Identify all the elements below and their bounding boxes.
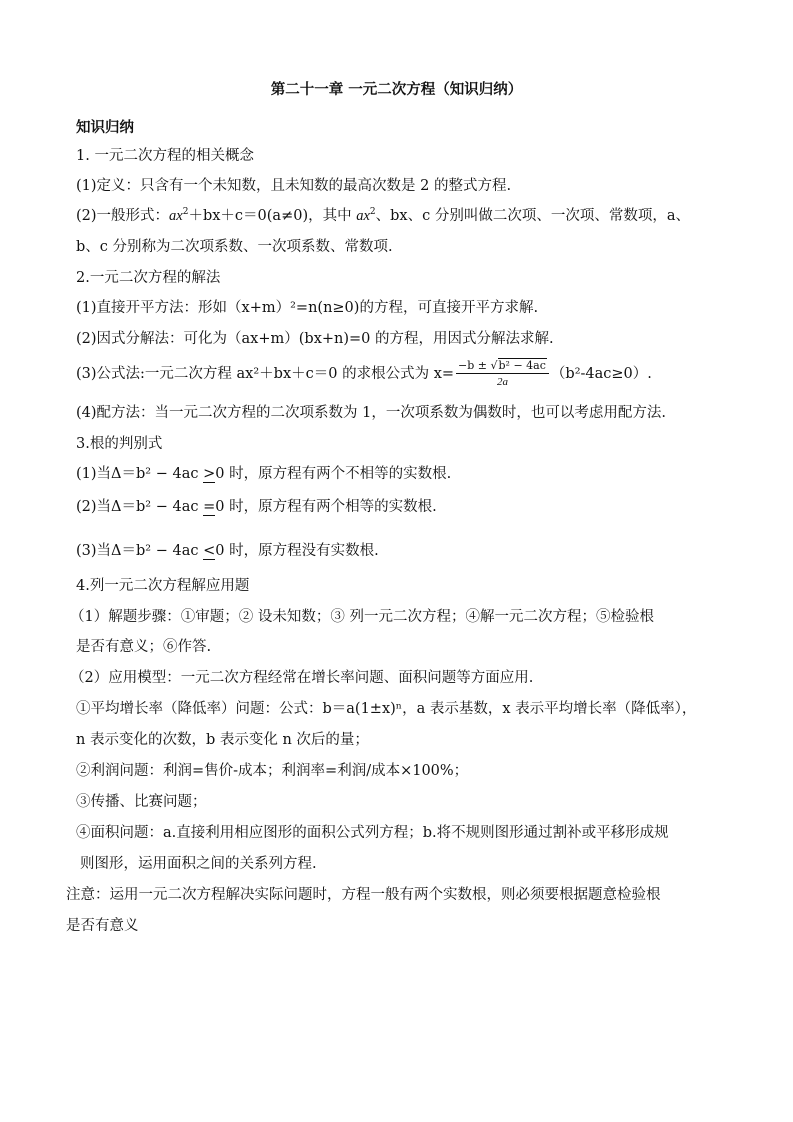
s1-general-form: (2)一般形式：$ax^2+bx+c=0(a\ne 0)$，其中 $ax^2$、bx、c 分别叫做二次项、一次项、常数项，a、 — [76, 207, 690, 224]
s1-gen-prefix: (2)一般形式： — [76, 208, 170, 224]
s1-gen-eq-b: ＋bx＋c＝0(a≠0)，其中 — [188, 208, 357, 224]
s3-c1-a: (1)当Δ＝b² − 4ac — [76, 466, 204, 482]
s4-p2: （2）应用模型：一元二次方程经常在增长率问题、面积问题等方面应用. — [70, 670, 534, 686]
s3-c2-a: (2)当Δ＝b² − 4ac — [76, 499, 204, 515]
s3-c3-op: < — [203, 543, 216, 559]
note-line2: 是否有意义 — [66, 918, 139, 934]
formula-den: 2a — [496, 376, 508, 388]
s4-q3: ③传播、比赛问题； — [76, 794, 207, 810]
s3-c2-b: 0 时，原方程有两个相等的实数根. — [215, 499, 437, 515]
s3-c1-op: > — [203, 466, 216, 482]
section-heading: 知识归纳 — [76, 120, 134, 136]
s2-method1: (1)直接开平方法：形如（x+m）²=n(n≥0)的方程，可直接开平方求解. — [76, 300, 539, 316]
s4-q1b: n 表示变化的次数，b 表示变化 n 次后的量； — [76, 732, 369, 748]
s2-m3-prefix: (3)公式法:一元二次方程 ax²＋bx＋c＝0 的求根公式为 x= — [76, 366, 455, 382]
s4-q2: ②利润问题：利润=售价-成本；利润率=利润/成本×100%； — [76, 763, 469, 779]
s1-gen-rest: 、bx、c 分别叫做二次项、一次项、常数项，a、 — [375, 208, 690, 224]
s4-q4b: 则图形，运用面积之间的关系列方程. — [80, 856, 317, 872]
s4-title: 4.列一元二次方程解应用题 — [76, 578, 250, 594]
s1-gen-ax: ax — [356, 208, 370, 224]
s1-gen-eq-a: ax — [169, 208, 183, 224]
formula-num-a: −b ± √ — [458, 359, 498, 372]
s3-case1 — [76, 464, 451, 484]
s3-c2-op: = — [203, 499, 216, 515]
s4-p1a: （1）解题步骤：①审题；② 设未知数；③ 列一元二次方程；④解一元二次方程；⑤检验根 — [70, 609, 654, 625]
s4-p1b: 是否有意义；⑥作答. — [76, 639, 212, 655]
s2-method3 — [76, 360, 652, 388]
s3-c1-b: 0 时，原方程有两个不相等的实数根. — [215, 466, 452, 482]
s1-definition: (1)定义：只含有一个未知数，且未知数的最高次数是 2 的整式方程. — [76, 178, 512, 194]
s4-q1a: ①平均增长率（降低率）问题：公式：b＝a(1±x)ⁿ，a 表示基数，x 表示平均增长率（降低率）， — [76, 701, 697, 717]
s3-c3-a: (3)当Δ＝b² − 4ac — [76, 543, 204, 559]
s2-m3-suffix: （b²-4ac≥0）. — [550, 366, 652, 382]
s2-title: 2.一元二次方程的解法 — [76, 270, 221, 286]
page-title: 第二十一章 一元二次方程（知识归纳） — [270, 82, 523, 98]
formula-num-b: b² − 4ac — [498, 359, 546, 372]
s3-c3-b: 0 时，原方程没有实数根. — [215, 543, 379, 559]
note-line1: 注意：运用一元二次方程解决实际问题时，方程一般有两个实数根，则必须要根据题意检验根 — [66, 887, 661, 903]
s4-q4a: ④面积问题：a.直接利用相应图形的面积公式列方程；b.将不规则图形通过割补或平移形成规 — [76, 825, 669, 841]
s2-method4: (4)配方法：当一元二次方程的二次项系数为 1，一次项系数为偶数时，也可以考虑用配方法. — [76, 405, 666, 421]
s3-case2 — [76, 497, 437, 517]
s1-general-line2: b、c 分别称为二次项系数、一次项系数、常数项. — [76, 239, 393, 255]
quadratic-formula — [456, 360, 549, 388]
s1-title: 1. 一元二次方程的相关概念 — [76, 148, 254, 164]
s3-case3 — [76, 541, 379, 561]
s2-method2: (2)因式分解法：可化为（ax+m）(bx+n)=0 的方程，用因式分解法求解. — [76, 331, 554, 347]
s3-title: 3.根的判别式 — [76, 436, 163, 452]
